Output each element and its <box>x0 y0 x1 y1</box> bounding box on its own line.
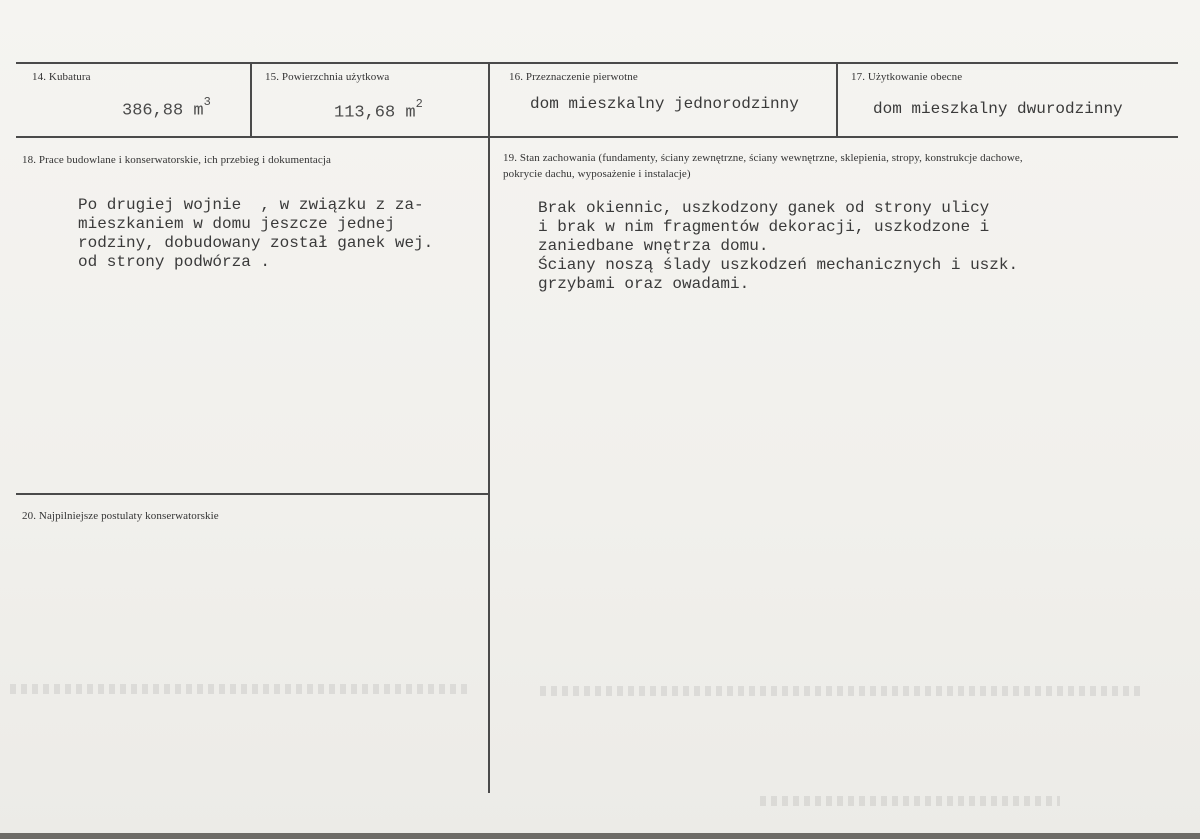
field-17-label: 17. Użytkowanie obecne <box>851 71 963 83</box>
divider-15-16 <box>488 62 490 137</box>
field-16-value: dom mieszkalny jednorodzinny <box>530 95 799 113</box>
top-row-lower-rule <box>16 136 1178 138</box>
top-row-upper-rule <box>16 62 1178 64</box>
field-19-label: 19. Stan zachowania (fundamenty, ściany zewnętrzne, ściany wewnętrzne, sklepienia, stropy, konstrukcje dachowe, pokrycie dachu, wyposażenie i instalacje) <box>503 152 1023 180</box>
show-through-mark <box>760 796 1060 806</box>
field-16-label: 16. Przeznaczenie pierwotne <box>509 71 638 83</box>
field-14-value <box>122 95 211 121</box>
field-14-number: 386,88 <box>122 101 184 121</box>
field-15-unit: m <box>405 103 416 123</box>
field-15-label: 15. Powierzchnia użytkowa <box>265 71 390 83</box>
field-15-unit-exponent: 2 <box>415 97 423 111</box>
field-19-text: Brak okiennic, uszkodzony ganek od strony ulicy i brak w nim fragmentów dekoracji, uszkodzone i zaniedbane wnętrza domu. Ściany noszą ślady uszkodzeń mechanicznych i uszk. grzybami oraz owadami. <box>538 199 1019 293</box>
field-20-label: 20. Najpilniejsze postulaty konserwatorskie <box>22 510 219 522</box>
field-14-label: 14. Kubatura <box>32 71 91 83</box>
field-17-value: dom mieszkalny dwurodzinny <box>873 100 1123 118</box>
card-bottom-edge <box>0 833 1200 839</box>
main-column-divider <box>488 137 490 793</box>
section-18-20-rule <box>16 493 488 495</box>
divider-16-17 <box>836 62 838 137</box>
show-through-mark <box>10 684 470 694</box>
field-15-number: 113,68 <box>334 103 396 123</box>
field-18-label: 18. Prace budowlane i konserwatorskie, ich przebieg i dokumentacja <box>22 154 331 166</box>
field-14-unit-exponent: 3 <box>203 95 211 109</box>
field-15-value <box>334 97 423 123</box>
field-18-text: Po drugiej wojnie , w związku z za- mieszkaniem w domu jeszcze jednej rodziny, dobudowany został ganek wej. od strony podwórza . <box>78 196 434 271</box>
divider-14-15 <box>250 62 252 137</box>
show-through-mark <box>540 686 1140 696</box>
field-14-unit: m <box>193 101 204 121</box>
